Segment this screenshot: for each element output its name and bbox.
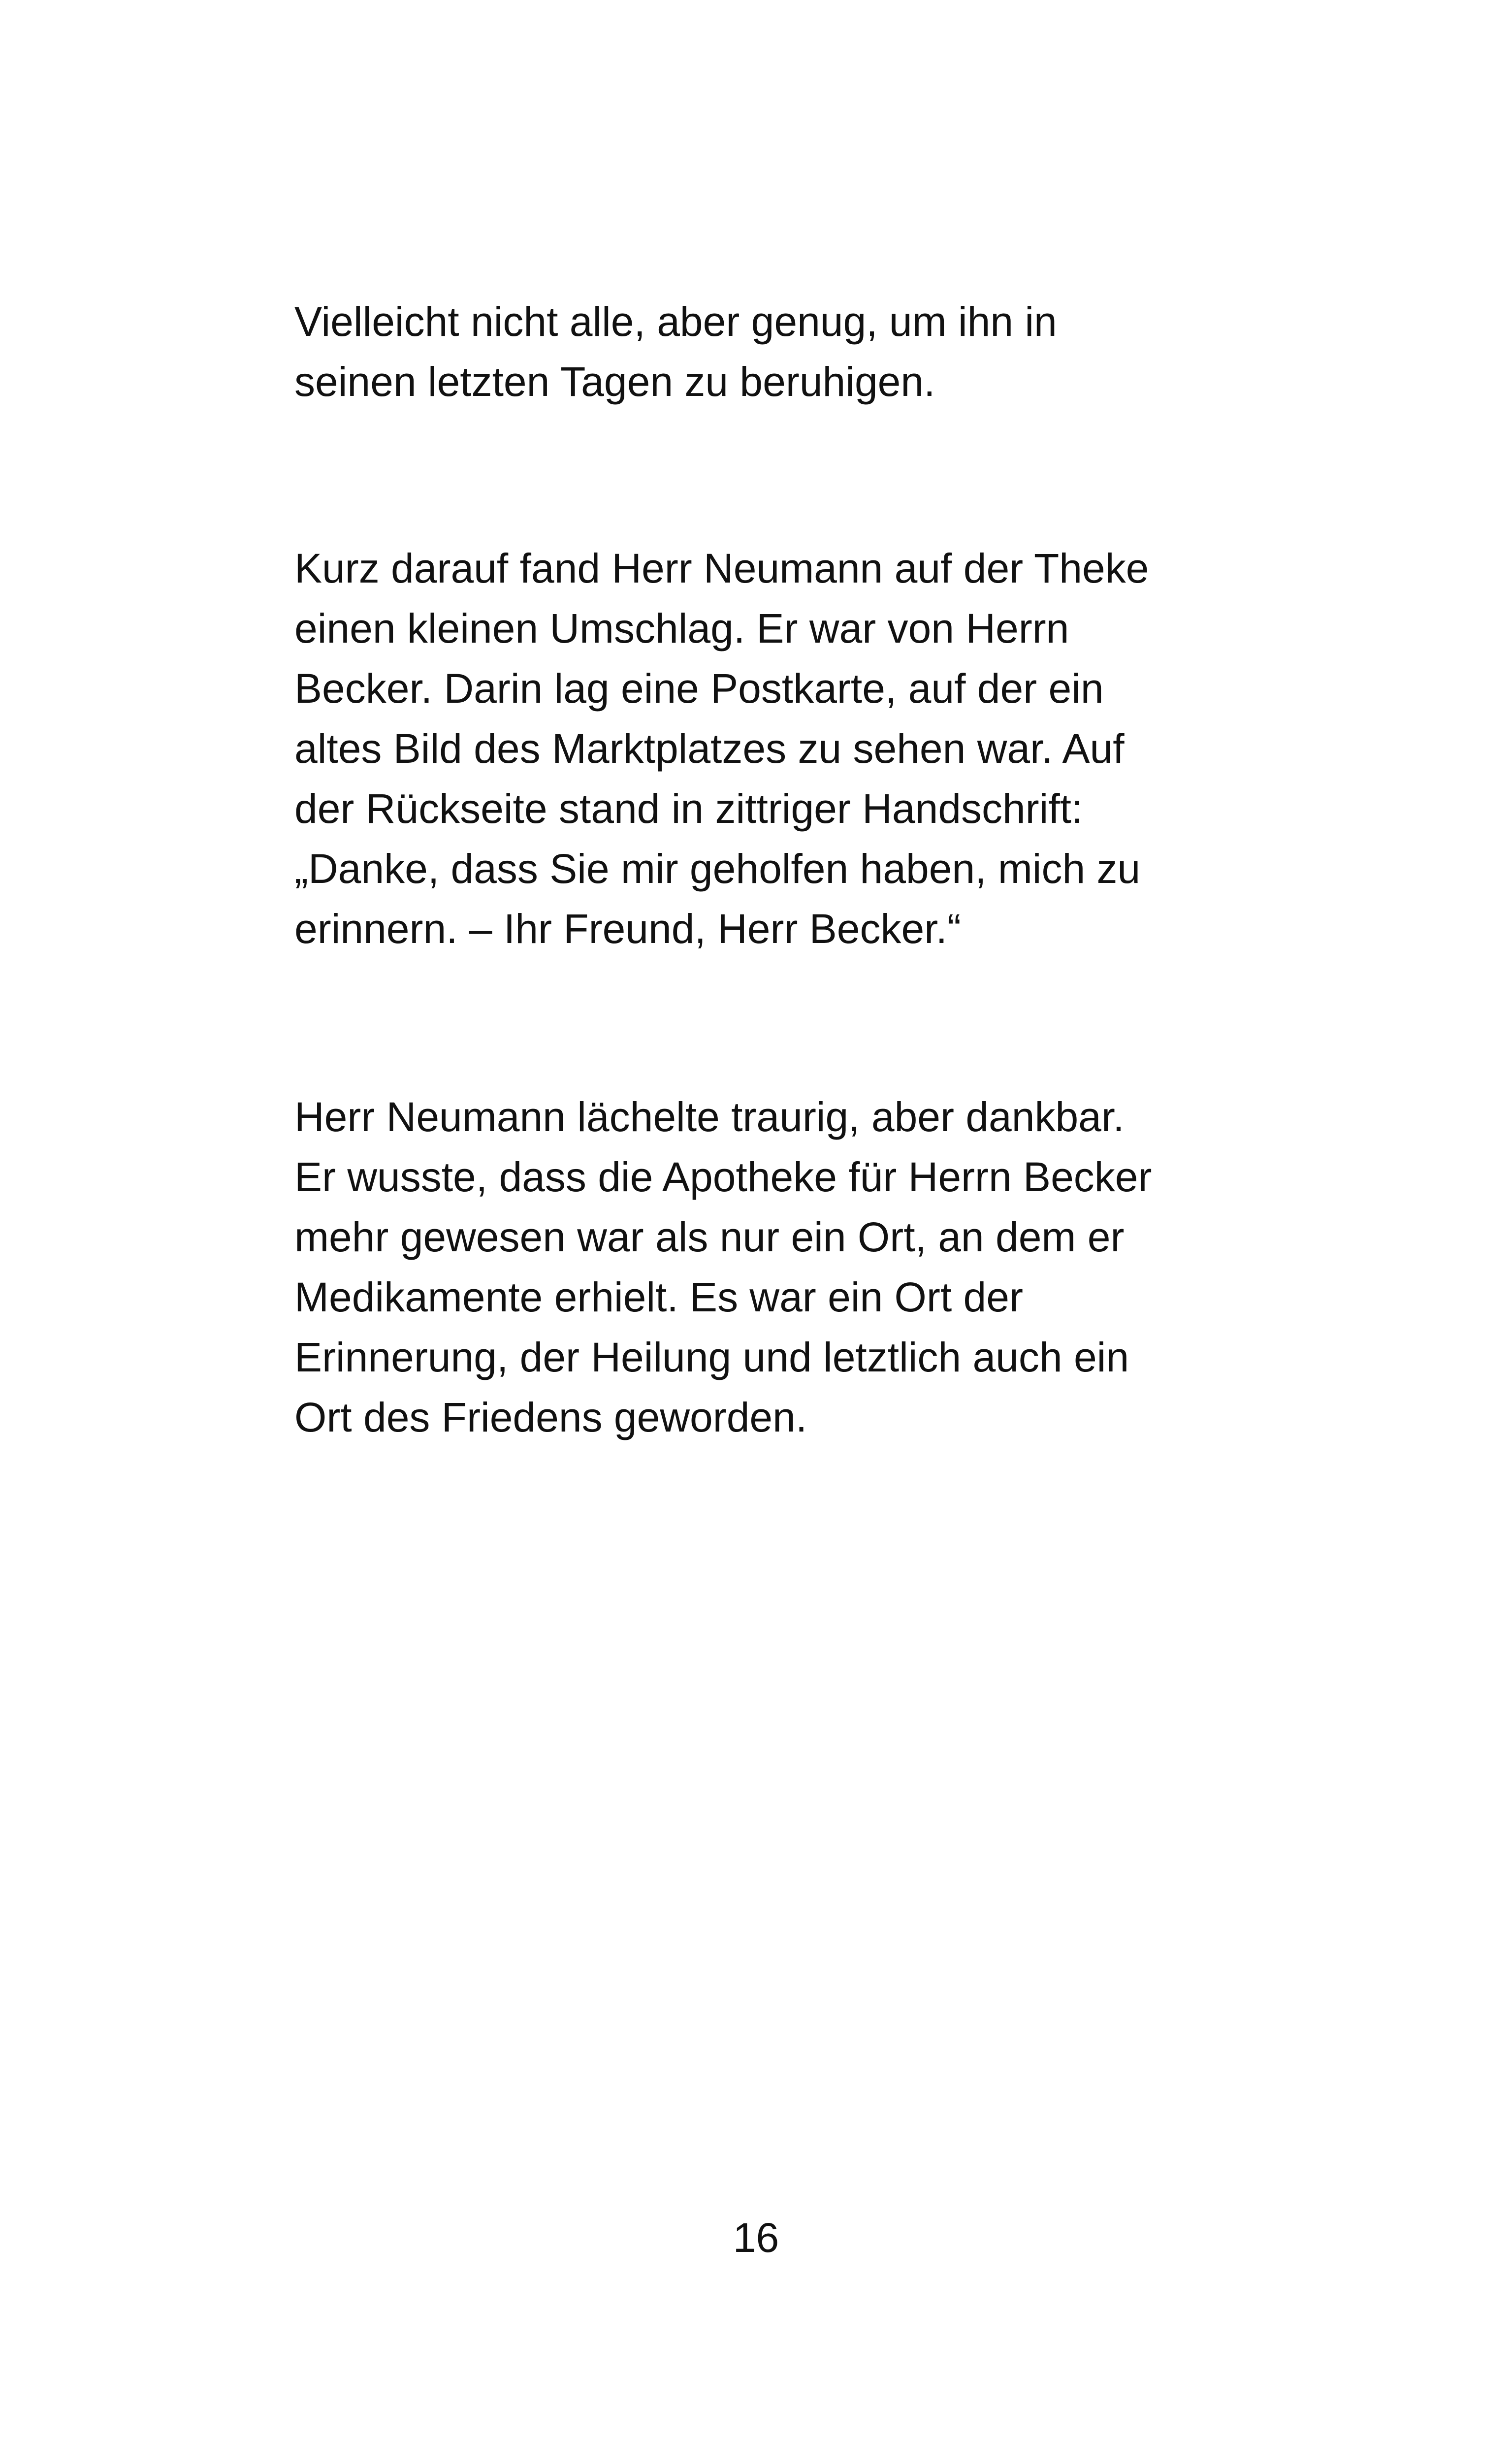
paragraph-line: Herr Neumann lächelte traurig, aber dankbar. [294, 1094, 1125, 1140]
paragraph-line: erinnern. – Ihr Freund, Herr Becker.“ [294, 906, 961, 952]
paragraph-line: Becker. Darin lag eine Postkarte, auf der ein [294, 665, 1104, 712]
paragraph-line: mehr gewesen war als nur ein Ort, an dem er [294, 1214, 1125, 1260]
paragraph-line: einen kleinen Umschlag. Er war von Herrn [294, 605, 1069, 651]
paragraph-line: Medikamente erhielt. Es war ein Ort der [294, 1274, 1023, 1320]
page-number: 16 [733, 2215, 779, 2261]
paragraph-line: Vielleicht nicht alle, aber genug, um ihn in [294, 298, 1057, 345]
paragraph-line: der Rückseite stand in zittriger Handschrift: [294, 785, 1083, 832]
paragraph-line: Kurz darauf fand Herr Neumann auf der Theke [294, 545, 1149, 591]
paragraph-line: Erinnerung, der Heilung und letztlich auch ein [294, 1334, 1129, 1380]
paragraph-line: seinen letzten Tagen zu beruhigen. [294, 358, 935, 405]
paragraph-2 [294, 538, 1230, 959]
paragraph-line: „Danke, dass Sie mir geholfen haben, mich zu [294, 846, 1141, 892]
paragraph-3 [294, 1087, 1230, 1447]
paragraph-line: altes Bild des Marktplatzes zu sehen war. Auf [294, 725, 1125, 772]
paragraph-line: Ort des Friedens geworden. [294, 1394, 807, 1440]
paragraph-line: Er wusste, dass die Apotheke für Herrn Becker [294, 1154, 1152, 1200]
paragraph-1 [294, 292, 1230, 412]
